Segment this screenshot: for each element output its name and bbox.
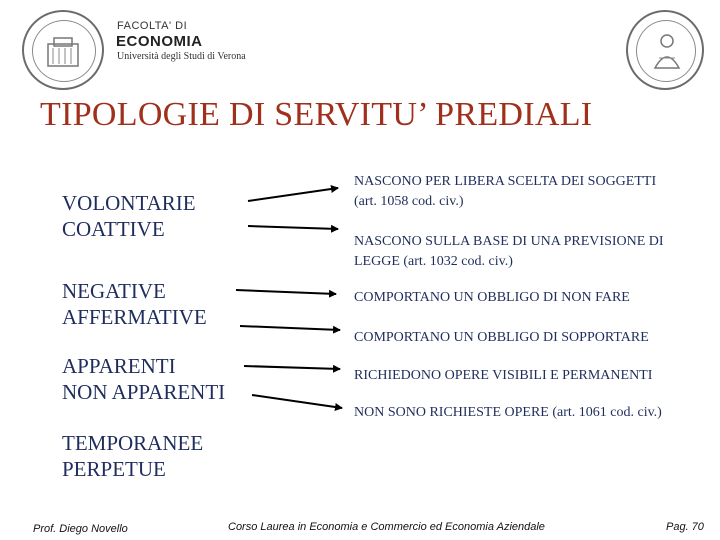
right-item-line: LEGGE (art. 1032 cod. civ.)	[354, 254, 513, 269]
slide-title: TIPOLOGIE DI SERVITU’ PREDIALI	[40, 96, 593, 133]
right-item-line: RICHIEDONO OPERE VISIBILI E PERMANENTI	[354, 368, 653, 383]
arrow-affermative	[240, 326, 340, 330]
arrow-coattive	[248, 226, 338, 229]
right-item-line: NASCONO SULLA BASE DI UNA PREVISIONE DI	[354, 234, 664, 249]
left-item-line: NEGATIVE	[62, 279, 166, 303]
footer-page-number: Pag. 70	[666, 521, 704, 533]
footer-course: Corso Laurea in Economia e Commercio ed Economia Aziendale	[228, 521, 545, 533]
left-item-line: PERPETUE	[62, 457, 166, 481]
footer-author: Prof. Diego Novello	[33, 523, 128, 535]
right-item-line: NON SONO RICHIESTE OPERE (art. 1061 cod. civ.)	[354, 405, 662, 420]
right-item-line: COMPORTANO UN OBBLIGO DI NON FARE	[354, 290, 630, 305]
faculty-label: FACOLTA' DI	[117, 20, 188, 32]
right-item-line: COMPORTANO UN OBBLIGO DI SOPPORTARE	[354, 330, 649, 345]
left-item-line: NON APPARENTI	[62, 380, 226, 404]
left-item-line: COATTIVE	[62, 217, 165, 241]
arrow-apparenti	[244, 366, 340, 369]
left-item-line: APPARENTI	[62, 354, 176, 378]
university-name: Università degli Studi di Verona	[117, 51, 246, 62]
arrow-non-apparenti	[252, 395, 342, 408]
left-item-line: AFFERMATIVE	[62, 305, 207, 329]
left-item-line: TEMPORANEE	[62, 431, 204, 455]
right-item-line: NASCONO PER LIBERA SCELTA DEI SOGGETTI	[354, 174, 657, 189]
arrow-negative	[236, 290, 336, 294]
faculty-name: ECONOMIA	[116, 33, 203, 50]
right-item-line: (art. 1058 cod. civ.)	[354, 194, 464, 209]
left-item-line: VOLONTARIE	[62, 191, 196, 215]
arrow-volontarie	[248, 188, 338, 201]
